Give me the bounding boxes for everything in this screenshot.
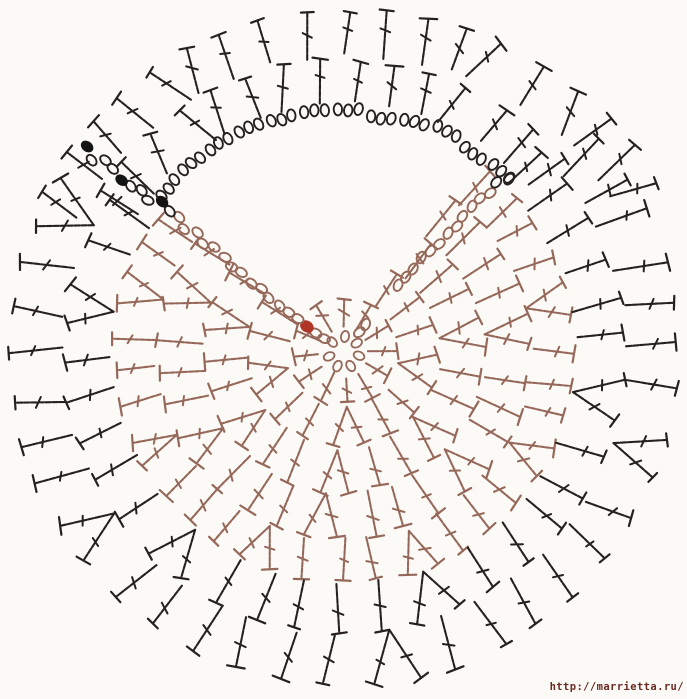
watermark-link[interactable]: http://marrietta.ru/ — [549, 681, 684, 693]
